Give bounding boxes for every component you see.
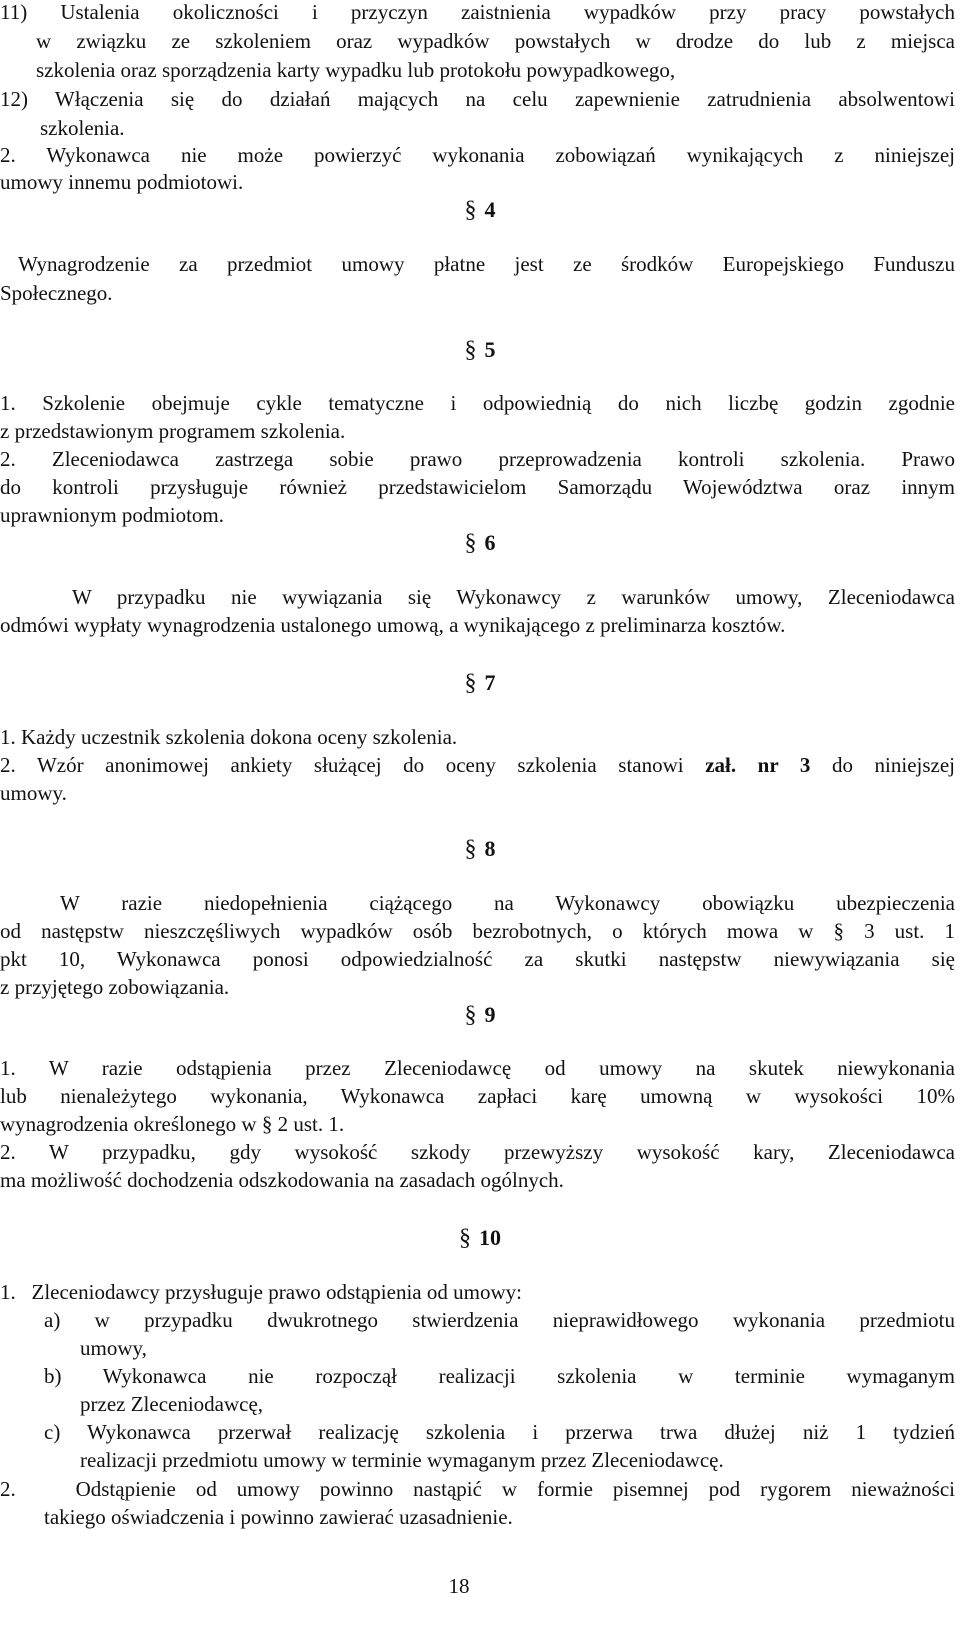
section-7-heading <box>0 670 960 697</box>
section-5-heading <box>0 337 960 364</box>
section-9-item-1-line-2: lub nienależytego wykonania, Wykonawca zapłaci karę umowną w wysokości 10% <box>0 1084 955 1108</box>
para-2-line-1: 2. Wykonawca nie może powierzyć wykonania zobowiązań wynikających z niniejszej <box>0 143 955 167</box>
section-symbol: § <box>464 1002 477 1028</box>
section-symbol: § <box>464 670 477 696</box>
section-4-line-2: Społecznego. <box>0 281 113 305</box>
section-symbol: § <box>459 1225 471 1251</box>
section-10-point-a-line-1: a) w przypadku dwukrotnego stwierdzenia nieprawidłowego wykonania przedmiotu <box>44 1308 955 1332</box>
section-10-point-c-line-1: c) Wykonawca przerwał realizację szkolenia i przerwa trwa dłużej niż 1 tydzień <box>44 1420 955 1444</box>
section-symbol: § <box>464 530 477 556</box>
section-5-item-1-line-1: 1. Szkolenie obejmuje cykle tematyczne i odpowiednią do nich liczbę godzin zgodnie <box>0 391 955 415</box>
section-4-line-1: Wynagrodzenie za przedmiot umowy płatne jest ze środków Europejskiego Funduszu <box>18 252 955 276</box>
section-9-item-2-line-1: 2. W przypadku, gdy wysokość szkody przewyższy wysokość kary, Zleceniodawca <box>0 1140 955 1164</box>
section-8-heading <box>0 836 960 863</box>
section-10-item-2-line-1: 2. Odstąpienie od umowy powinno nastąpić w formie pisemnej pod rygorem nieważności <box>0 1477 955 1501</box>
section-8-line-1: W razie niedopełnienia ciążącego na Wykonawcy obowiązku ubezpieczenia <box>60 891 955 915</box>
item-11-line-3: szkolenia oraz sporządzenia karty wypadku lub protokołu powypadkowego, <box>36 58 676 82</box>
section-number: 5 <box>484 337 496 362</box>
section-9-item-1-line-1: 1. W razie odstąpienia przez Zleceniodawcę od umowy na skutek niewykonania <box>0 1056 955 1080</box>
section-6-line-1: W przypadku nie wywiązania się Wykonawcy z warunków umowy, Zleceniodawca <box>72 585 955 609</box>
section-5-item-2-line-2: do kontroli przysługuje również przedstawicielom Samorządu Województwa oraz innym <box>0 475 955 499</box>
section-10-point-b-line-1: b) Wykonawca nie rozpoczął realizacji szkolenia w terminie wymaganym <box>44 1364 955 1388</box>
section-10-point-a-line-2: umowy, <box>80 1336 147 1360</box>
section-10-heading <box>0 1225 960 1252</box>
item-12-line-1: 12) Włączenia się do działań mających na celu zapewnienie zatrudnienia absolwentowi <box>0 87 955 111</box>
section-10-item-2-line-2: takiego oświadczenia i powinno zawierać uzasadnienie. <box>44 1505 513 1529</box>
attachment-reference: zał. nr 3 <box>705 753 811 777</box>
section-7-item-2-line-1: 2. Wzór anonimowej ankiety służącej do oceny szkolenia stanowi zał. nr 3 do niniejszej <box>0 753 956 777</box>
item-11-line-2: w związku ze szkoleniem oraz wypadków powstałych w drodze do lub z miejsca <box>36 29 955 53</box>
section-10-item-1: 1. Zleceniodawcy przysługuje prawo odstąpienia od umowy: <box>0 1280 522 1304</box>
section-9-item-1-line-3: wynagrodzenia określonego w § 2 ust. 1. <box>0 1112 345 1136</box>
section-9-heading <box>0 1002 960 1029</box>
section-number: 9 <box>484 1002 496 1027</box>
para-2-line-2: umowy innemu podmiotowi. <box>0 170 244 194</box>
item-11-line-1: 11) Ustalenia okoliczności i przyczyn zaistnienia wypadków przy pracy powstałych <box>0 0 955 24</box>
section-8-line-3: pkt 10, Wykonawca ponosi odpowiedzialność za skutki następstw niewywiązania się <box>0 947 955 971</box>
section-symbol: § <box>464 197 477 223</box>
section-10-point-b-line-2: przez Zleceniodawcę, <box>80 1392 264 1416</box>
section-7-item-2-line-2: umowy. <box>0 781 67 805</box>
section-number: 8 <box>484 836 496 861</box>
item-12-line-2: szkolenia. <box>40 116 125 140</box>
section-number: 10 <box>479 1225 501 1250</box>
section-number: 4 <box>484 197 496 222</box>
section-6-line-2: odmówi wypłaty wynagrodzenia ustalonego umową, a wynikającego z preliminarza kosztów. <box>0 613 786 637</box>
section-number: 6 <box>484 530 496 555</box>
section-8-line-4: z przyjętego zobowiązania. <box>0 975 230 999</box>
section-8-line-2: od następstw nieszczęśliwych wypadków osób bezrobotnych, o których mowa w § 3 ust. 1 <box>0 919 955 943</box>
section-9-item-2-line-2: ma możliwość dochodzenia odszkodowania na zasadach ogólnych. <box>0 1168 564 1192</box>
section-5-item-2-line-1: 2. Zleceniodawca zastrzega sobie prawo przeprowadzenia kontroli szkolenia. Prawo <box>0 447 955 471</box>
section-5-item-1-line-2: z przedstawionym programem szkolenia. <box>0 419 346 443</box>
section-10-point-c-line-2: realizacji przedmiotu umowy w terminie wymaganym przez Zleceniodawcę. <box>80 1448 724 1472</box>
section-5-item-2-line-3: uprawnionym podmiotom. <box>0 503 224 527</box>
section-symbol: § <box>464 337 477 363</box>
section-7-item-1: 1. Każdy uczestnik szkolenia dokona oceny szkolenia. <box>0 725 458 749</box>
section-6-heading <box>0 530 960 557</box>
page-number: 18 <box>448 1574 470 1598</box>
section-4-heading <box>0 197 960 224</box>
section-number: 7 <box>484 670 496 695</box>
section-symbol: § <box>464 836 477 862</box>
